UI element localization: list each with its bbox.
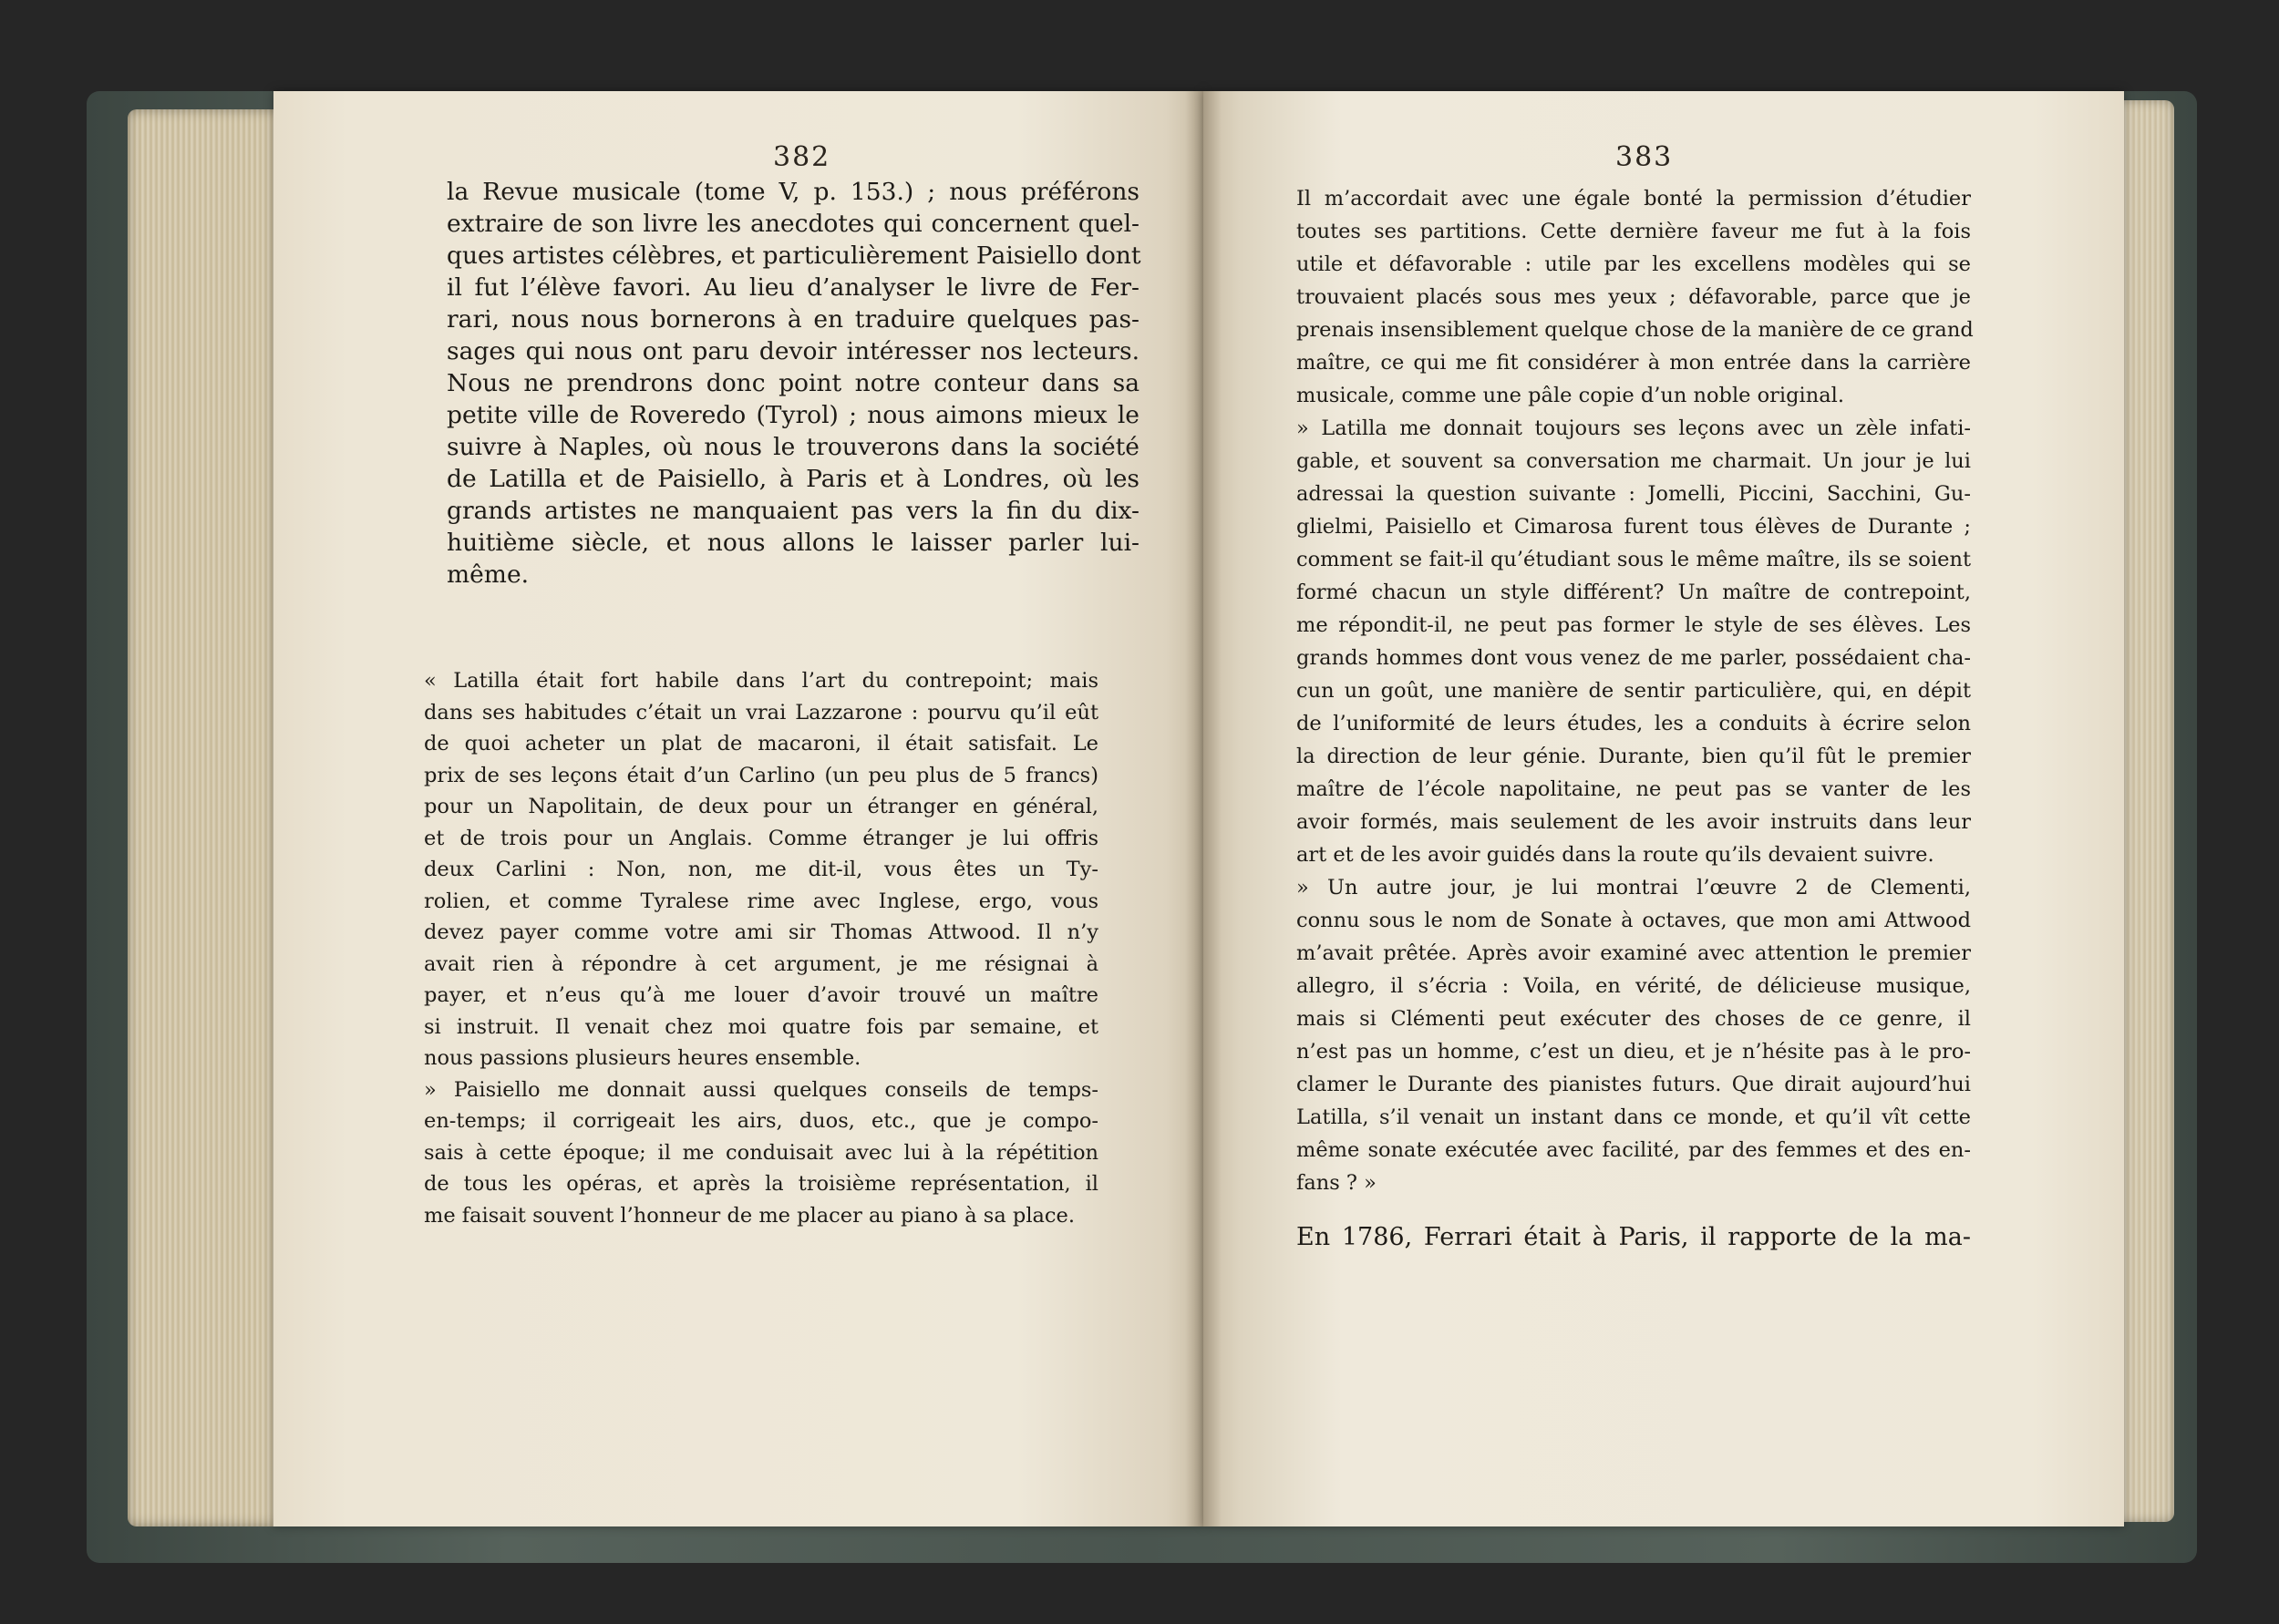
text-line: formé chacun un style différent? Un maître de contrepoint, bbox=[1296, 581, 1971, 604]
text-line: » Latilla me donnait toujours ses leçons avec un zèle infati- bbox=[1296, 416, 1971, 440]
text-line: avoir formés, mais seulement de les avoir instruits dans leur bbox=[1296, 810, 1971, 834]
left-quote-text bbox=[424, 665, 1098, 1231]
text-line: la Revue musicale (tome V, p. 153.) ; nous préférons bbox=[447, 178, 1140, 206]
text-line: grands artistes ne manquaient pas vers la fin du dix- bbox=[447, 497, 1140, 525]
text-line: payer, et n’eus qu’à me louer d’avoir trouvé un maître bbox=[424, 983, 1098, 1007]
quote-paragraph bbox=[424, 1074, 1098, 1232]
text-line: cun un goût, une manière de sentir particulière, qui, en dépit bbox=[1296, 679, 1971, 703]
text-line: m’avait prêtée. Après avoir examiné avec attention le premier bbox=[1296, 941, 1971, 965]
text-line: » Un autre jour, je lui montrai l’œuvre 2 de Clementi, bbox=[1296, 876, 1971, 899]
text-line: utile et défavorable : utile par les excellens modèles qui se bbox=[1296, 252, 1971, 276]
text-line: toutes ses partitions. Cette dernière faveur me fut à la fois bbox=[1296, 220, 1971, 243]
quote-paragraph bbox=[1296, 412, 1971, 871]
text-line: me répondit-il, ne peut pas former le style de ses élèves. Les bbox=[1296, 613, 1971, 637]
text-line: maître de l’école napolitaine, ne peut pas se vanter de les bbox=[1296, 777, 1971, 801]
quote-paragraph bbox=[424, 665, 1098, 1074]
text-line: de l’uniformité de leurs études, les a conduits à écrire selon bbox=[1296, 712, 1971, 735]
text-line: nous passions plusieurs heures ensemble. bbox=[424, 1046, 861, 1070]
text-line: et de trois pour un Anglais. Comme étranger je lui offris bbox=[424, 826, 1098, 850]
text-line: trouvaient placés sous mes yeux ; défavorable, parce que je bbox=[1296, 285, 1971, 309]
text-line: rari, nous nous bornerons à en traduire quelques pas- bbox=[447, 305, 1140, 334]
text-line: n’est pas un homme, c’est un dieu, et je n’hésite pas à le pro- bbox=[1296, 1040, 1971, 1064]
text-line: adressai la question suivante : Jomelli, Piccini, Sacchini, Gu- bbox=[1296, 482, 1971, 506]
text-line: extraire de son livre les anecdotes qui concernent quel- bbox=[447, 210, 1140, 238]
text-line: pour un Napolitain, de deux pour un étranger en général, bbox=[424, 795, 1098, 818]
text-line: musicale, comme une pâle copie d’un noble original. bbox=[1296, 384, 1844, 407]
right-main-text bbox=[1296, 1221, 1971, 1253]
right-quote-text bbox=[1296, 182, 1974, 1199]
text-line: Latilla, s’il venait un instant dans ce monde, et qu’il vît cette bbox=[1296, 1105, 1971, 1129]
text-line: Nous ne prendrons donc point notre conteur dans sa bbox=[447, 369, 1140, 397]
text-line: » Paisiello me donnait aussi quelques conseils de temps- bbox=[424, 1077, 1098, 1102]
text-line: art et de les avoir guidés dans la route qu’ils devaient suivre. bbox=[1296, 843, 1934, 867]
text-line: petite ville de Roveredo (Tyrol) ; nous aimons mieux le bbox=[447, 401, 1140, 429]
text-line: prix de ses leçons était d’un Carlino (un peu plus de 5 francs) bbox=[424, 763, 1098, 787]
text-line: sais à cette époque; il me conduisait avec lui à la répétition bbox=[424, 1140, 1098, 1165]
text-line: de tous les opéras, et après la troisième représentation, il bbox=[424, 1172, 1098, 1196]
text-line: de quoi acheter un plat de macaroni, il était satisfait. Le bbox=[424, 732, 1098, 755]
left-page-number: 382 bbox=[773, 141, 831, 173]
text-line: grands hommes dont vous venez de me parler, possédaient cha- bbox=[1296, 646, 1971, 670]
text-line: allegro, il s’écria : Voila, en vérité, de délicieuse musique, bbox=[1296, 974, 1971, 998]
text-line: maître, ce qui me fit considérer à mon entrée dans la carrière bbox=[1296, 351, 1971, 375]
text-line: glielmi, Paisiello et Cimarosa furent tous élèves de Durante ; bbox=[1296, 515, 1971, 539]
text-line: rolien, et comme Tyralese rime avec Inglese, ergo, vous bbox=[424, 889, 1098, 913]
text-line: connu sous le nom de Sonate à octaves, que mon ami Attwood bbox=[1296, 909, 1971, 932]
text-line: même sonate exécutée avec facilité, par des femmes et des en- bbox=[1296, 1138, 1971, 1162]
quote-paragraph bbox=[1296, 182, 1974, 412]
text-line: avait rien à répondre à cet argument, je me résignai à bbox=[424, 951, 1098, 976]
text-line: gable, et souvent sa conversation me charmait. Un jour je lui bbox=[1296, 449, 1971, 473]
right-page-number: 383 bbox=[1615, 141, 1674, 173]
text-line: huitième siècle, et nous allons le laisser parler lui- bbox=[447, 529, 1140, 557]
text-line: même. bbox=[447, 560, 530, 589]
text-line: « Latilla était fort habile dans l’art du contrepoint; mais bbox=[424, 669, 1098, 693]
text-line: mais si Clémenti peut exécuter des choses de ce genre, il bbox=[1296, 1007, 1971, 1031]
book-gutter bbox=[1185, 91, 1222, 1526]
text-line: sages qui nous ont paru devoir intéresser nos lecteurs. bbox=[447, 337, 1140, 365]
text-line: ques artistes célèbres, et particulièrement Paisiello dont bbox=[447, 242, 1141, 270]
left-main-text bbox=[447, 176, 1140, 591]
text-line: prenais insensiblement quelque chose de la manière de ce grand bbox=[1296, 318, 1974, 342]
text-line: la direction de leur génie. Durante, bien qu’il fût le premier bbox=[1296, 745, 1971, 768]
text-line: En 1786, Ferrari était à Paris, il rapporte de la ma- bbox=[1296, 1223, 1971, 1251]
text-line: de Latilla et de Paisiello, à Paris et à Londres, où les bbox=[447, 465, 1140, 493]
quote-paragraph bbox=[1296, 871, 1971, 1199]
text-line: Il m’accordait avec une égale bonté la permission d’étudier bbox=[1296, 187, 1971, 211]
text-line: suivre à Naples, où nous le trouverons dans la société bbox=[447, 433, 1140, 461]
text-line: fans ? » bbox=[1296, 1171, 1377, 1195]
text-line: me faisait souvent l’honneur de me placer au piano à sa place. bbox=[424, 1203, 1076, 1228]
text-line: deux Carlini : Non, non, me dit-il, vous êtes un Ty- bbox=[424, 858, 1098, 881]
text-line: dans ses habitudes c’était un vrai Lazzarone : pourvu qu’il eût bbox=[424, 700, 1098, 725]
text-line: si instruit. Il venait chez moi quatre fois par semaine, et bbox=[424, 1014, 1098, 1039]
text-line: en-temps; il corrigeait les airs, duos, etc., que je compo- bbox=[424, 1109, 1098, 1133]
text-line: clamer le Durante des pianistes futurs. Que dirait aujourd’hui bbox=[1296, 1073, 1971, 1096]
text-line: devez payer comme votre ami sir Thomas Attwood. Il n’y bbox=[424, 920, 1098, 944]
text-line: il fut l’élève favori. Au lieu d’analyser le livre de Fer- bbox=[447, 273, 1140, 302]
text-line: comment se fait-il qu’étudiant sous le même maître, ils se soient bbox=[1296, 548, 1971, 571]
